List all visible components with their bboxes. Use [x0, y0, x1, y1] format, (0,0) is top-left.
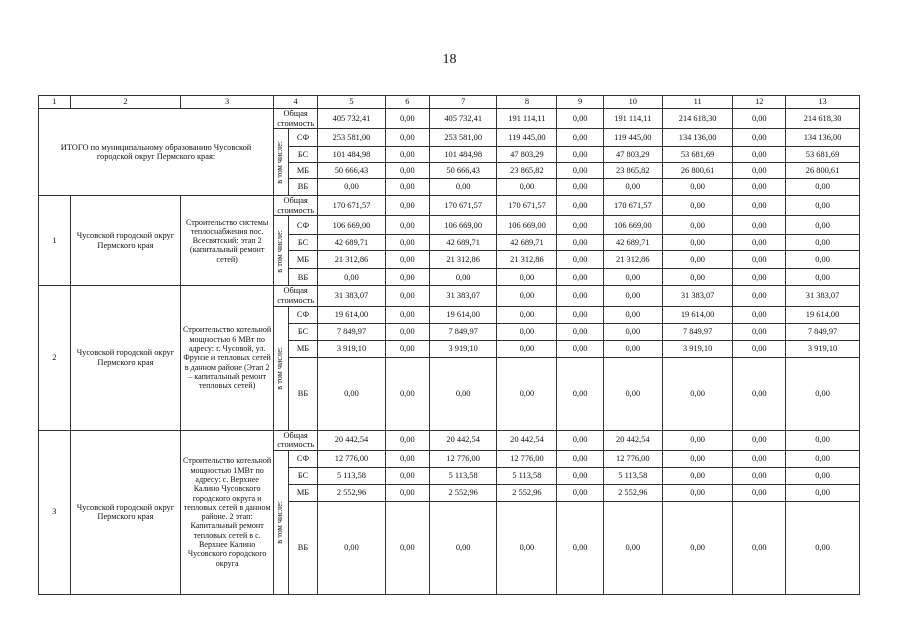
value-cell: 0,00 [557, 163, 603, 179]
value-cell: 2 552,96 [497, 484, 557, 501]
value-cell: 0,00 [733, 196, 786, 216]
value-cell: 0,00 [662, 196, 733, 216]
value-cell: 3 919,10 [429, 340, 496, 357]
type-total-text: Общая стоимость [277, 109, 315, 128]
value-cell: 53 681,69 [786, 147, 860, 163]
value-cell: 53 681,69 [662, 147, 733, 163]
value-cell: 0,00 [733, 147, 786, 163]
column-header: 5 [318, 96, 385, 109]
value-cell: 0,00 [497, 306, 557, 323]
municipality-name: Чусовской городской округ Пермского края [70, 196, 181, 286]
value-cell: 0,00 [662, 216, 733, 235]
value-cell: 0,00 [385, 357, 429, 430]
table-row [39, 430, 860, 450]
value-cell: 23 865,82 [497, 163, 557, 179]
value-cell: 0,00 [318, 501, 385, 594]
column-header: 3 [181, 96, 274, 109]
type-label-sf: СФ [288, 216, 318, 235]
value-cell: 0,00 [557, 467, 603, 484]
column-header: 10 [603, 96, 662, 109]
value-cell: 42 689,71 [603, 235, 662, 251]
value-cell: 0,00 [497, 286, 557, 306]
value-cell: 21 312,86 [603, 251, 662, 269]
value-cell: 106 669,00 [497, 216, 557, 235]
value-cell: 3 919,10 [318, 340, 385, 357]
value-cell: 0,00 [385, 430, 429, 450]
value-cell: 0,00 [385, 484, 429, 501]
value-cell: 191 114,11 [603, 109, 662, 129]
value-cell: 0,00 [557, 269, 603, 286]
value-cell: 0,00 [557, 216, 603, 235]
value-cell: 12 776,00 [603, 450, 662, 467]
value-cell: 19 614,00 [318, 306, 385, 323]
value-cell: 0,00 [662, 467, 733, 484]
value-cell: 0,00 [557, 430, 603, 450]
value-cell: 5 113,58 [318, 467, 385, 484]
value-cell: 0,00 [557, 235, 603, 251]
value-cell: 0,00 [733, 179, 786, 196]
table-row [39, 196, 860, 216]
type-label-mb: МБ [288, 251, 318, 269]
value-cell: 42 689,71 [497, 235, 557, 251]
column-header: 8 [497, 96, 557, 109]
value-cell: 0,00 [318, 357, 385, 430]
value-cell: 214 618,30 [786, 109, 860, 129]
type-total-text: Общая стоимость [277, 286, 315, 305]
value-cell: 253 581,00 [318, 129, 385, 147]
value-cell: 0,00 [497, 357, 557, 430]
value-cell: 0,00 [733, 484, 786, 501]
type-label-total [274, 430, 318, 450]
in-total-vertical-label [274, 216, 289, 286]
value-cell: 0,00 [786, 357, 860, 430]
table-body [39, 96, 860, 595]
value-cell: 0,00 [385, 216, 429, 235]
value-cell: 214 618,30 [662, 109, 733, 129]
type-label-total [274, 196, 318, 216]
type-label-sf: СФ [288, 306, 318, 323]
value-cell: 0,00 [786, 450, 860, 467]
value-cell: 0,00 [733, 163, 786, 179]
project-name: Строительство котельной мощностью 6 МВт по адресу: г. Чусовой, ул. Фрунзе и тепловых сетей в данном районе (Этап 2 – капитальный ремонт тепловых сетей) [181, 286, 274, 430]
in-total-vertical-label [274, 450, 289, 594]
municipality-name: Чусовской городской округ Пермского края [70, 286, 181, 430]
value-cell: 0,00 [497, 269, 557, 286]
value-cell: 3 919,10 [662, 340, 733, 357]
value-cell: 253 581,00 [429, 129, 496, 147]
value-cell: 0,00 [385, 306, 429, 323]
value-cell: 170 671,57 [318, 196, 385, 216]
type-label-sf: СФ [288, 129, 318, 147]
municipality-name: Чусовской городской округ Пермского края [70, 430, 181, 594]
in-total-vertical-label [274, 306, 289, 430]
column-header: 2 [70, 96, 181, 109]
type-label-mb: МБ [288, 340, 318, 357]
value-cell: 7 849,97 [318, 323, 385, 340]
value-cell: 0,00 [557, 450, 603, 467]
value-cell: 0,00 [557, 323, 603, 340]
value-cell: 0,00 [786, 501, 860, 594]
column-header: 11 [662, 96, 733, 109]
value-cell: 0,00 [733, 430, 786, 450]
value-cell: 0,00 [733, 235, 786, 251]
value-cell: 191 114,11 [497, 109, 557, 129]
value-cell: 47 803,29 [603, 147, 662, 163]
value-cell: 12 776,00 [318, 450, 385, 467]
value-cell: 106 669,00 [603, 216, 662, 235]
value-cell: 0,00 [385, 109, 429, 129]
value-cell: 47 803,29 [497, 147, 557, 163]
value-cell: 0,00 [385, 129, 429, 147]
value-cell: 0,00 [733, 306, 786, 323]
value-cell: 0,00 [786, 430, 860, 450]
value-cell: 0,00 [557, 179, 603, 196]
column-header: 4 [274, 96, 318, 109]
value-cell: 0,00 [733, 129, 786, 147]
value-cell: 26 800,61 [662, 163, 733, 179]
value-cell: 0,00 [733, 357, 786, 430]
value-cell: 0,00 [557, 357, 603, 430]
value-cell: 31 383,07 [662, 286, 733, 306]
value-cell: 0,00 [603, 286, 662, 306]
type-label-vb: ВБ [288, 501, 318, 594]
value-cell: 5 113,58 [603, 467, 662, 484]
value-cell: 50 666,43 [429, 163, 496, 179]
value-cell: 0,00 [497, 179, 557, 196]
value-cell: 0,00 [662, 501, 733, 594]
value-cell: 0,00 [557, 340, 603, 357]
value-cell: 0,00 [662, 484, 733, 501]
value-cell: 0,00 [786, 467, 860, 484]
type-total-text: Общая стоимость [277, 196, 315, 215]
value-cell: 0,00 [662, 430, 733, 450]
value-cell: 31 383,07 [786, 286, 860, 306]
value-cell: 0,00 [603, 357, 662, 430]
value-cell: 0,00 [733, 216, 786, 235]
value-cell: 20 442,54 [318, 430, 385, 450]
value-cell: 0,00 [385, 196, 429, 216]
value-cell: 0,00 [733, 323, 786, 340]
value-cell: 20 442,54 [603, 430, 662, 450]
value-cell: 0,00 [733, 340, 786, 357]
value-cell: 19 614,00 [786, 306, 860, 323]
value-cell: 405 732,41 [429, 109, 496, 129]
value-cell: 0,00 [662, 269, 733, 286]
value-cell: 5 113,58 [497, 467, 557, 484]
value-cell: 7 849,97 [429, 323, 496, 340]
value-cell: 170 671,57 [497, 196, 557, 216]
value-cell: 0,00 [662, 179, 733, 196]
value-cell: 0,00 [557, 286, 603, 306]
value-cell: 0,00 [497, 340, 557, 357]
value-cell: 0,00 [786, 269, 860, 286]
value-cell: 170 671,57 [429, 196, 496, 216]
value-cell: 42 689,71 [318, 235, 385, 251]
value-cell: 0,00 [662, 357, 733, 430]
value-cell: 0,00 [385, 501, 429, 594]
value-cell: 31 383,07 [429, 286, 496, 306]
value-cell: 0,00 [385, 269, 429, 286]
funding-table [38, 95, 860, 595]
value-cell: 0,00 [385, 286, 429, 306]
value-cell: 0,00 [385, 163, 429, 179]
value-cell: 0,00 [557, 147, 603, 163]
value-cell: 0,00 [318, 269, 385, 286]
value-cell: 0,00 [557, 501, 603, 594]
type-label-sf: СФ [288, 450, 318, 467]
column-header: 13 [786, 96, 860, 109]
value-cell: 2 552,96 [318, 484, 385, 501]
value-cell: 0,00 [786, 179, 860, 196]
value-cell: 0,00 [733, 286, 786, 306]
table-row [39, 286, 860, 306]
value-cell: 20 442,54 [497, 430, 557, 450]
type-label-total [274, 109, 318, 129]
value-cell: 26 800,61 [786, 163, 860, 179]
value-cell: 405 732,41 [318, 109, 385, 129]
value-cell: 0,00 [662, 251, 733, 269]
value-cell: 19 614,00 [662, 306, 733, 323]
value-cell: 0,00 [603, 501, 662, 594]
value-cell: 101 484,98 [429, 147, 496, 163]
project-name: Строительство системы теплоснабжения пос. Всесвятский: этап 2 (капитальный ремонт сетей) [181, 196, 274, 286]
value-cell: 5 113,58 [429, 467, 496, 484]
value-cell: 0,00 [429, 179, 496, 196]
value-cell: 0,00 [786, 196, 860, 216]
value-cell: 134 136,00 [662, 129, 733, 147]
value-cell: 50 666,43 [318, 163, 385, 179]
type-label-mb: МБ [288, 484, 318, 501]
column-header: 1 [39, 96, 71, 109]
column-header: 9 [557, 96, 603, 109]
value-cell: 20 442,54 [429, 430, 496, 450]
value-cell: 0,00 [662, 450, 733, 467]
type-label-bs: БС [288, 467, 318, 484]
value-cell: 0,00 [662, 235, 733, 251]
table-row [39, 109, 860, 129]
type-label-bs: БС [288, 323, 318, 340]
value-cell: 119 445,00 [497, 129, 557, 147]
value-cell: 0,00 [429, 501, 496, 594]
type-label-vb: ВБ [288, 179, 318, 196]
value-cell: 0,00 [557, 129, 603, 147]
value-cell: 0,00 [385, 235, 429, 251]
value-cell: 170 671,57 [603, 196, 662, 216]
in-total-text: в том числе: [275, 140, 284, 184]
in-total-text: в том числе: [275, 346, 284, 390]
value-cell: 0,00 [603, 340, 662, 357]
total-label: ИТОГО по муниципальному образованию Чусовской городской округ Пермского края: [39, 109, 274, 196]
value-cell: 0,00 [733, 251, 786, 269]
value-cell: 3 919,10 [786, 340, 860, 357]
value-cell: 0,00 [603, 179, 662, 196]
project-number: 3 [39, 430, 71, 594]
value-cell: 0,00 [385, 323, 429, 340]
value-cell: 12 776,00 [429, 450, 496, 467]
value-cell: 134 136,00 [786, 129, 860, 147]
value-cell: 0,00 [786, 216, 860, 235]
value-cell: 2 552,96 [603, 484, 662, 501]
project-number: 1 [39, 196, 71, 286]
project-number: 2 [39, 286, 71, 430]
value-cell: 0,00 [733, 109, 786, 129]
value-cell: 0,00 [429, 357, 496, 430]
header-row [39, 96, 860, 109]
value-cell: 7 849,97 [662, 323, 733, 340]
value-cell: 0,00 [318, 179, 385, 196]
value-cell: 0,00 [557, 306, 603, 323]
value-cell: 0,00 [603, 323, 662, 340]
in-total-text: в том числе: [275, 500, 284, 544]
value-cell: 119 445,00 [603, 129, 662, 147]
value-cell: 0,00 [733, 269, 786, 286]
value-cell: 21 312,86 [429, 251, 496, 269]
type-label-vb: ВБ [288, 269, 318, 286]
value-cell: 0,00 [786, 484, 860, 501]
project-name: Строительство котельной мощностью 1МВт по адресу: с. Верхнее Калино Чусовского городского округа и тепловых сетей в данном районе. 2 этап: Капитальный ремонт тепловых сетей в с. Верхнее Калино Чусовского городского округа [181, 430, 274, 594]
value-cell: 0,00 [385, 147, 429, 163]
value-cell: 0,00 [429, 269, 496, 286]
column-header: 7 [429, 96, 496, 109]
value-cell: 0,00 [733, 501, 786, 594]
value-cell: 0,00 [497, 323, 557, 340]
value-cell: 31 383,07 [318, 286, 385, 306]
column-header: 12 [733, 96, 786, 109]
value-cell: 7 849,97 [786, 323, 860, 340]
value-cell: 0,00 [557, 251, 603, 269]
column-header: 6 [385, 96, 429, 109]
value-cell: 21 312,86 [318, 251, 385, 269]
value-cell: 101 484,98 [318, 147, 385, 163]
type-total-text: Общая стоимость [277, 430, 315, 450]
value-cell: 12 776,00 [497, 450, 557, 467]
in-total-vertical-label [274, 129, 289, 196]
value-cell: 0,00 [557, 484, 603, 501]
value-cell: 0,00 [733, 467, 786, 484]
page-number: 18 [442, 52, 457, 67]
value-cell: 23 865,82 [603, 163, 662, 179]
value-cell: 0,00 [603, 269, 662, 286]
type-label-mb: МБ [288, 163, 318, 179]
value-cell: 42 689,71 [429, 235, 496, 251]
value-cell: 106 669,00 [429, 216, 496, 235]
value-cell: 0,00 [497, 501, 557, 594]
value-cell: 0,00 [603, 306, 662, 323]
value-cell: 0,00 [733, 450, 786, 467]
value-cell: 0,00 [385, 179, 429, 196]
value-cell: 19 614,00 [429, 306, 496, 323]
type-label-bs: БС [288, 147, 318, 163]
value-cell: 0,00 [786, 251, 860, 269]
type-label-vb: ВБ [288, 357, 318, 430]
value-cell: 0,00 [385, 467, 429, 484]
type-label-bs: БС [288, 235, 318, 251]
value-cell: 106 669,00 [318, 216, 385, 235]
value-cell: 0,00 [557, 109, 603, 129]
value-cell: 0,00 [385, 251, 429, 269]
in-total-text: в том числе: [275, 229, 284, 273]
value-cell: 0,00 [385, 340, 429, 357]
value-cell: 21 312,86 [497, 251, 557, 269]
value-cell: 0,00 [786, 235, 860, 251]
value-cell: 2 552,96 [429, 484, 496, 501]
value-cell: 0,00 [557, 196, 603, 216]
type-label-total [274, 286, 318, 306]
value-cell: 0,00 [385, 450, 429, 467]
